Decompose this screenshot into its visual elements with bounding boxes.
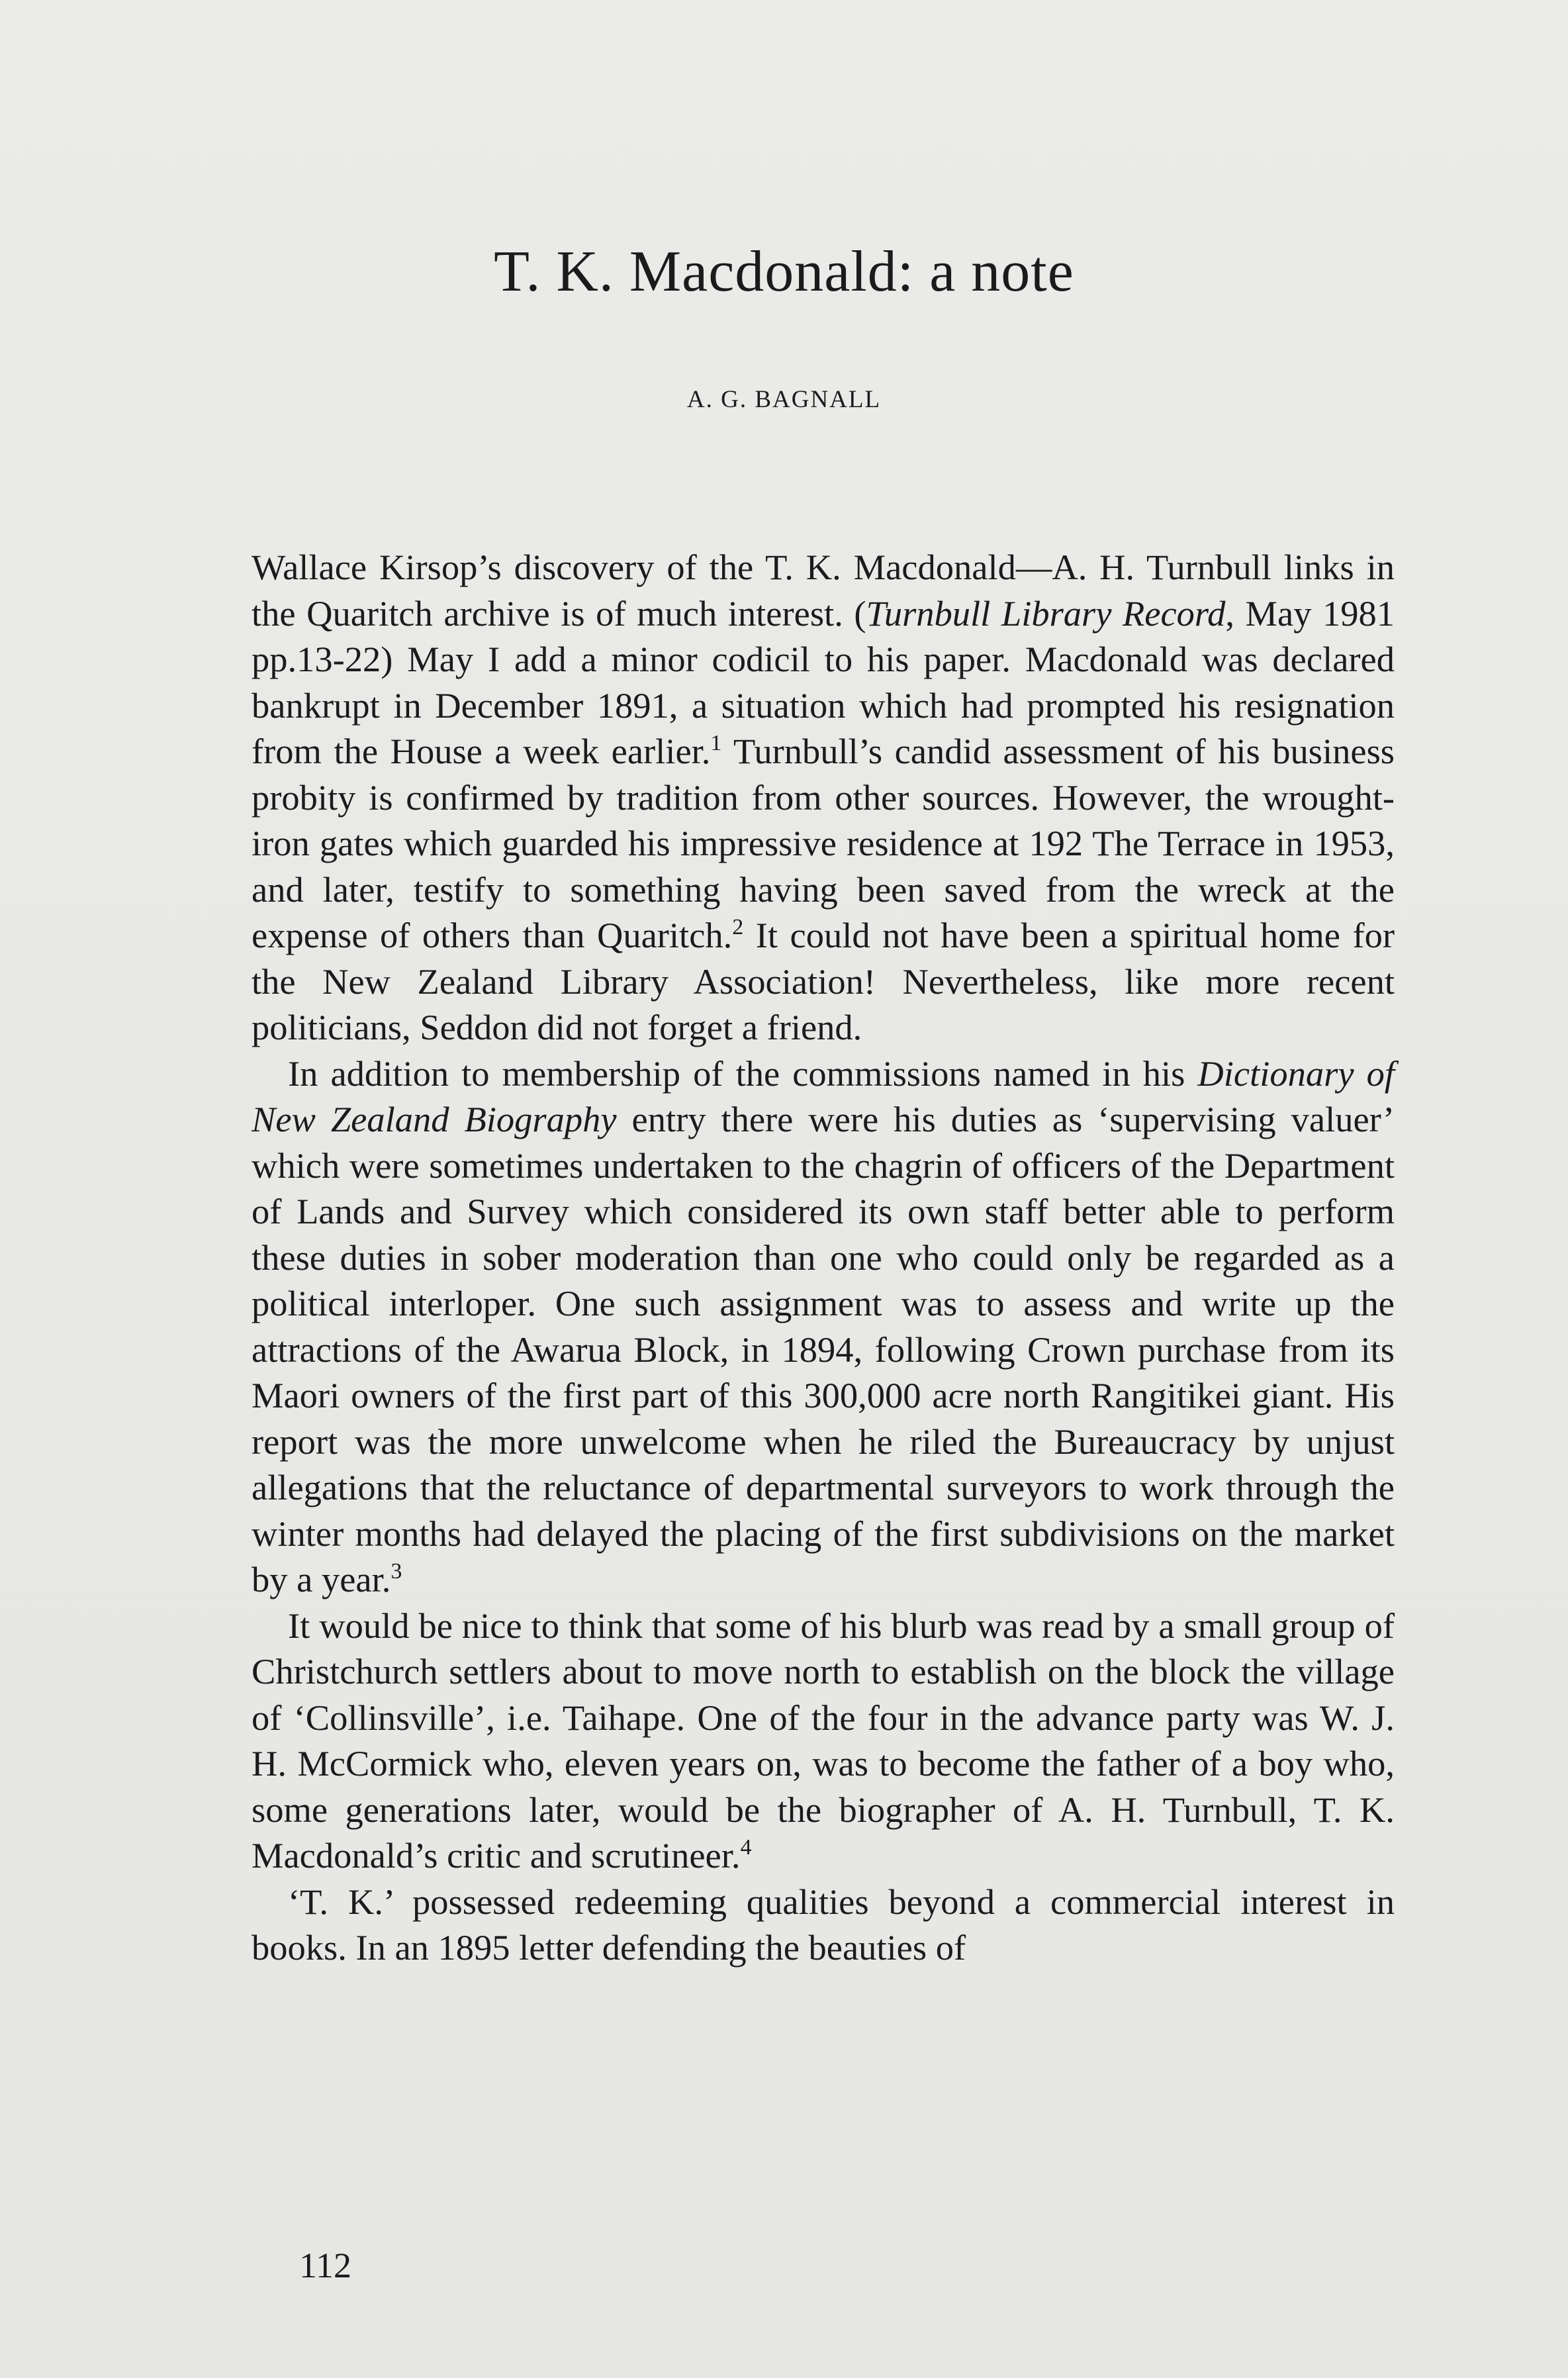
paragraph-text: , May 1981 pp.13-22) May I add a minor codicil to his paper. Macdonald was declared bankrupt in December 1891, a situation which had prompted his resignation from the House a week earlier. [252, 593, 1395, 771]
footnote-marker: 2 [732, 915, 744, 939]
footnote-marker: 3 [391, 1559, 402, 1584]
article-author: A. G. BAGNALL [686, 386, 882, 413]
body-paragraph [252, 1879, 1395, 1971]
article-body [252, 544, 1395, 1971]
italic-title: Turnbull Library Record [866, 593, 1226, 634]
paragraph-text: Wallace Kirsop’s discovery of the T. K. Macdonald—A. H. Turnbull links in the Quaritch archive is of much interest. ( [252, 547, 1395, 634]
body-paragraph [252, 1051, 1395, 1603]
body-paragraph [252, 544, 1395, 1051]
italic-title: Dictionary of New Zealand Biography [252, 1053, 1395, 1139]
paragraph-text: Turnbull’s candid assessment of his business probity is confirmed by tradition from other sources. However, the wrought-iron gates which guarded his impressive residence at 192 The Terrace in 1953, and later, testify to something having been saved from the wreck at the expense of others than Quaritch. [252, 731, 1395, 955]
article-title: T. K. Macdonald: a note [494, 240, 1074, 304]
paragraph-text: It would be nice to think that some of his blurb was read by a small group of Christchurch settlers about to move north to establish on the block the village of ‘Collinsville’, i.e. Taihape. One of the four in the advance party was W. J. H. McCormick who, eleven years on, was to become the father of a boy who, some generations later, would be the biographer of A. H. Turnbull, T. K. Macdonald’s critic and scrutineer. [252, 1605, 1395, 1876]
paragraph-text: ‘T. K.’ possessed redeeming qualities beyond a commercial interest in books. In an 1895 letter defending the beauties of [252, 1881, 1395, 1968]
paragraph-text: entry there were his duties as ‘supervising valuer’ which were sometimes undertaken to the chagrin of officers of the Department of Lands and Survey which considered its own staff better able to perform these duties in sober moderation than one who could only be regarded as a political interloper. One such assignment was to assess and write up the attractions of the Awarua Block, in 1894, following Crown purchase from its Maori owners of the first part of this 300,000 acre north Rangitikei giant. His report was the more unwelcome when he riled the Bureaucracy by unjust allegations that the reluctance of departmental surveyors to work through the winter months had delayed the placing of the first subdivisions on the market by a year. [252, 1099, 1395, 1599]
paragraph-text: In addition to membership of the commissions named in his [288, 1053, 1198, 1094]
body-paragraph [252, 1603, 1395, 1879]
footnote-marker: 1 [710, 731, 722, 755]
footnote-marker: 4 [740, 1835, 752, 1860]
paragraph-text: It could not have been a spiritual home for the New Zealand Library Association! Nevertheless, like more recent politicians, Seddon did not forget a friend. [252, 915, 1395, 1047]
page-number: 112 [299, 2246, 351, 2285]
